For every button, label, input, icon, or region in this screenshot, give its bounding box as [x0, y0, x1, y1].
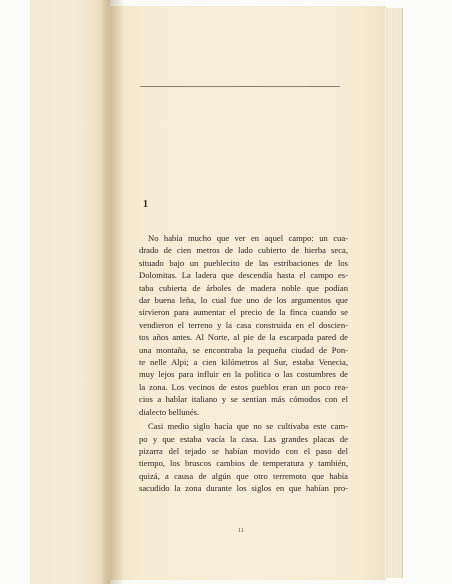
- text-line: drado de cien metros de lado cubierto de hierba seca,: [139, 245, 348, 256]
- text-line: tiempo, los bruscos cambios de temperatura y también,: [139, 458, 348, 469]
- text-line: pizarra del tejado se habían movido con el paso del: [139, 445, 348, 456]
- paragraph-2: [139, 420, 348, 494]
- book-gutter: [100, 0, 124, 584]
- body-text: [139, 232, 348, 495]
- text-line: dialecto bellunés.: [139, 406, 200, 417]
- text-line: No había mucho que ver en aquel campo: un cua-: [148, 233, 348, 243]
- text-line: sirvieron para aumentar el precio de la finca cuando se: [139, 307, 348, 318]
- text-line: muy lejos para influir en la política o las costumbres de: [139, 369, 348, 380]
- text-line: te nelle Alpi; a cien kilómetros al Sur, estaba Venecia,: [139, 357, 348, 368]
- chapter-number: 1: [143, 199, 148, 210]
- left-page: [30, 0, 110, 584]
- text-line: vendieron el terreno y la casa construida en el doscien-: [139, 319, 348, 330]
- text-line: tos años antes. Al Norte, al pie de la escarpada pared de: [139, 332, 348, 343]
- text-line: Dolomitas. La ladera que descendía hasta el campo es-: [139, 270, 348, 281]
- text-line: situado bajo un pueblecito de las estribaciones de los: [139, 257, 348, 268]
- page-edges: [384, 8, 403, 578]
- text-line: sacudido la zona durante los siglos en que habían pro-: [139, 483, 348, 494]
- chapter-rule: [140, 86, 340, 87]
- text-line: taba cubierta de árboles de madera noble que podían: [139, 282, 348, 293]
- text-line: quizá, a causa de algún que otro terremoto que había: [139, 470, 348, 481]
- text-line: po y que estaba vacía la casa. Las grandes placas de: [139, 433, 348, 444]
- text-line: la zona. Los vecinos de estos pueblos eran un poco rea-: [139, 381, 348, 392]
- paragraph-1: [139, 232, 348, 418]
- text-line: dar buena leña, lo cual fue uno de los argumentos que: [139, 295, 348, 306]
- text-line: cios a hablar italiano y se sentían más cómodos con el: [139, 394, 348, 405]
- text-line: una montaña, se encontraba la pequeña ciudad de Pon-: [139, 344, 348, 355]
- text-line: Casi medio siglo hacía que no se cultivaba este cam-: [148, 421, 348, 432]
- page-number: 11: [238, 528, 244, 534]
